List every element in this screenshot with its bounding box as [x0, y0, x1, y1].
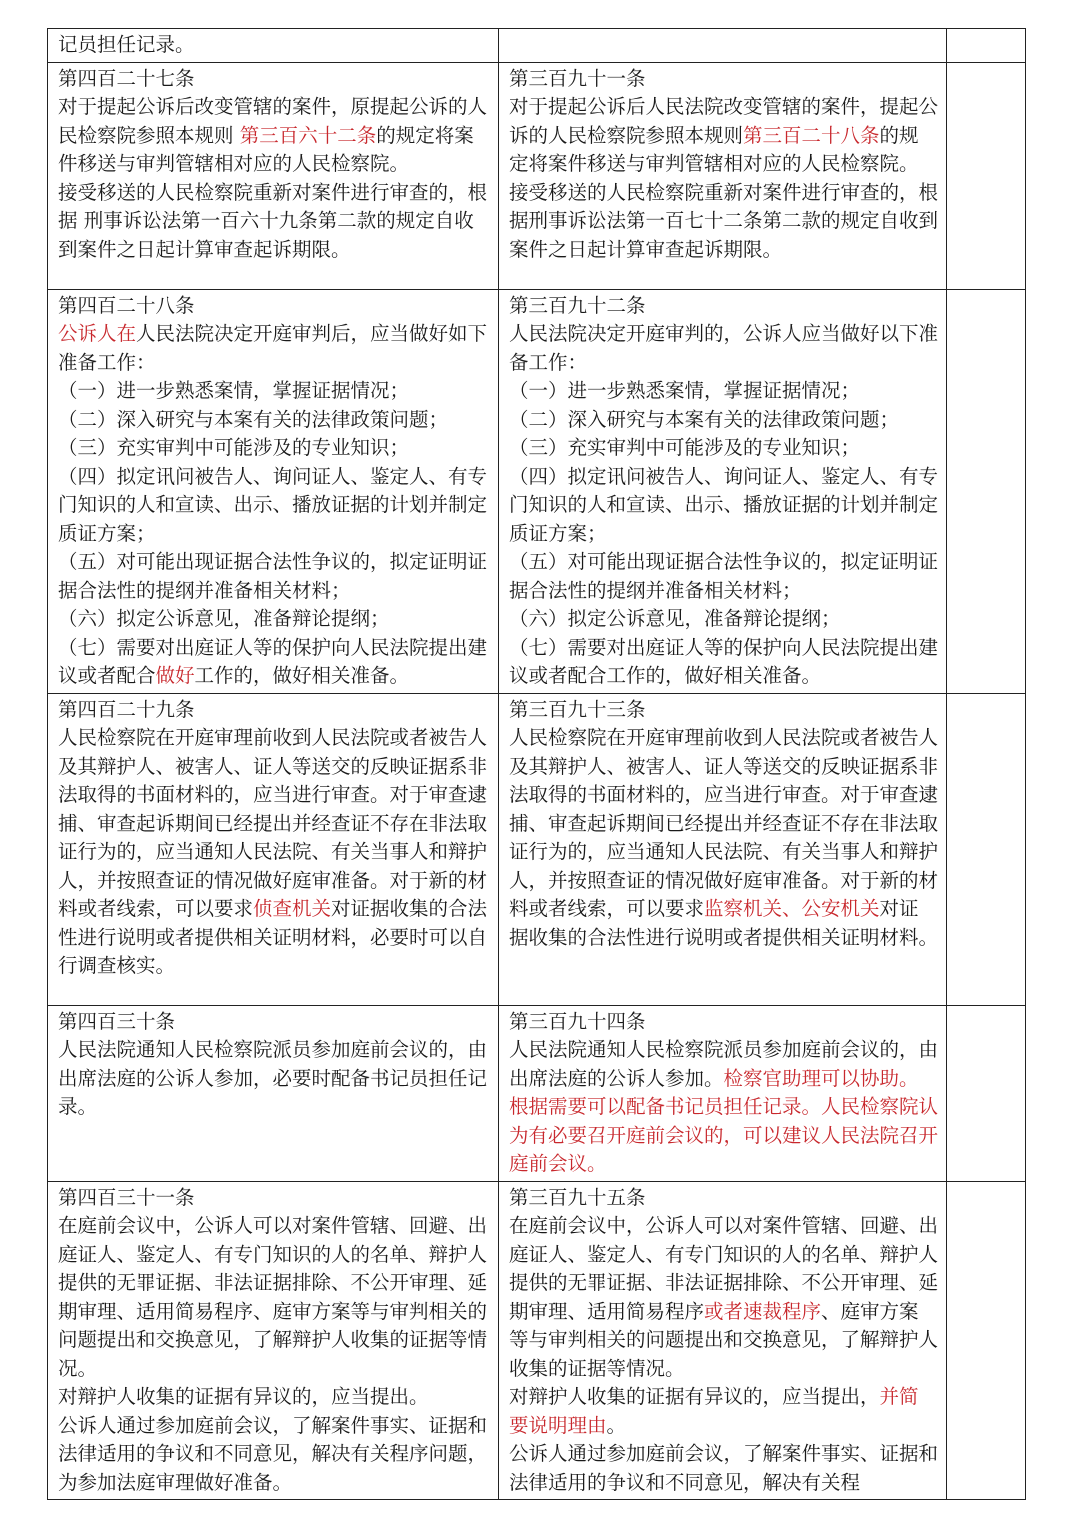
table-row [48, 1005, 1026, 1181]
article-text: 第四百二十八条 [58, 293, 195, 317]
article-paragraph [58, 377, 490, 406]
article-text: 的规定将案件移送与审判管辖相对应的人民检察院。 [58, 123, 474, 175]
article-text: 第四百三十条 [58, 1009, 176, 1033]
table-row [48, 62, 1026, 289]
article-paragraph [58, 463, 490, 549]
article-text: 第四百三十一条 [58, 1185, 195, 1209]
article-text: 人民法院通知人民检察院派员参加庭前会议的，由出席法庭的公诉人参加，必要时配备书记员担任记录。 [58, 1038, 488, 1118]
article-paragraph [509, 463, 938, 549]
article-text: 对于提起公诉后人民法院改变管辖的案件，提起公诉的人民检察院参照本规则 [509, 95, 939, 147]
article-heading [58, 292, 490, 321]
article-paragraph [58, 434, 490, 463]
article-text: （三）充实审判中可能涉及的专业知识； [58, 436, 410, 459]
article-text: 对辩护人收集的证据有异议的，应当提出。 [58, 1385, 429, 1408]
notes-cell [947, 289, 1026, 693]
article-paragraph [58, 605, 490, 634]
article-heading [58, 1008, 490, 1037]
article-text: 对辩护人收集的证据有异议的，应当提出， [509, 1385, 880, 1408]
article-text: 的规定将案件移送与审判管辖相对应的人民检察院。 [509, 123, 919, 175]
article-text: （一）进一步熟悉案情，掌握证据情况； [58, 379, 410, 402]
article-paragraph [509, 434, 938, 463]
article-paragraph [58, 634, 490, 691]
article-text: 人民检察院在开庭审理前收到人民法院或者被告人及其辩护人、被害人、证人等送交的反映证据系非法取得的书面材料的，应当进行审查。对于审查逮捕、审查起诉期间已经提出并经查证不存在非法取证行为的，应当通知人民法院、有关当事人和辩护人，并按照查证的情况做好庭审准备。对于新的材料或者线索，可以要求 [58, 726, 488, 920]
article-text: 、庭审方案等与审判相关的问题提出和交换意见，了解辩护人收集的证据等情况。 [509, 1299, 939, 1380]
article-paragraph [509, 320, 938, 377]
old-rule-cell [48, 62, 499, 289]
new-rule-cell [499, 62, 947, 289]
article-text: 第三百九十二条 [509, 293, 646, 317]
article-paragraph [58, 1212, 490, 1383]
article-text: 接受移送的人民检察院重新对案件进行审查的，根据刑事诉讼法第一百七十二条第二款的规定自收到案件之日起计算审查起诉期限。 [509, 180, 939, 261]
article-paragraph [509, 1440, 938, 1497]
article-text: 接受移送的人民检察院重新对案件进行审查的，根据 刑事诉讼法第一百六十九条第二款的规定自收到案件之日起计算审查起诉期限。 [58, 180, 488, 261]
table-row [48, 289, 1026, 693]
article-heading [58, 696, 490, 725]
article-paragraph [58, 548, 490, 605]
article-text: （六）拟定公诉意见，准备辩论提纲； [58, 607, 390, 630]
highlighted-change-text: 监察机关、公安机关 [704, 897, 880, 920]
new-rule-cell [499, 693, 947, 1005]
notes-cell [947, 29, 1026, 63]
article-text: 。 [606, 1413, 627, 1437]
article-text: （七）需要对出庭证人等的保护向人民法院提出建议或者配合工作的，做好相关准备。 [509, 635, 939, 687]
notes-cell [947, 693, 1026, 1005]
article-text: 第三百九十一条 [509, 66, 646, 90]
article-text: （四）拟定讯问被告人、询问证人、鉴定人、有专门知识的人和宣读、出示、播放证据的计划并制定质证方案； [509, 464, 939, 545]
article-text: （六）拟定公诉意见，准备辩论提纲； [509, 607, 841, 630]
article-paragraph [58, 724, 490, 981]
article-heading [509, 65, 938, 94]
article-text: 在庭前会议中，公诉人可以对案件管辖、回避、出庭证人、鉴定人、有专门知识的人的名单、辩护人提供的无罪证据、非法证据排除、不公开审理、延期审理、适用简易程序 [509, 1214, 939, 1323]
highlighted-change-text: 公诉人在 [58, 322, 137, 345]
old-rule-cell [48, 29, 499, 63]
notes-cell [947, 62, 1026, 289]
new-rule-cell [499, 29, 947, 63]
article-text: 公诉人通过参加庭前会议，了解案件事实、证据和法律适用的争议和不同意见，解决有关程 [509, 1442, 939, 1494]
article-text: 人民法院决定开庭审判的，公诉人应当做好以下准备工作： [509, 322, 939, 374]
article-heading [58, 1184, 490, 1213]
article-text: （五）对可能出现证据合法性争议的，拟定证明证据合法性的提纲并准备相关材料； [509, 550, 939, 602]
table-row [48, 29, 1026, 63]
article-paragraph [509, 377, 938, 406]
article-paragraph [509, 605, 938, 634]
article-heading [509, 1184, 938, 1213]
article-text: 人民法院通知人民检察院派员参加庭前会议的，由出席法庭的公诉人参加。 [509, 1038, 939, 1090]
old-rule-cell [48, 693, 499, 1005]
article-paragraph [58, 1383, 490, 1412]
article-heading [509, 292, 938, 321]
article-paragraph [58, 320, 490, 377]
article-paragraph [509, 548, 938, 605]
article-text: 第三百九十五条 [509, 1185, 646, 1209]
table-row [48, 693, 1026, 1005]
article-paragraph [58, 1412, 490, 1498]
old-rule-cell [48, 1005, 499, 1181]
article-text: 记员担任记录。 [58, 33, 195, 56]
article-heading [509, 1008, 938, 1037]
article-text: 人民检察院在开庭审理前收到人民法院或者被告人及其辩护人、被害人、证人等送交的反映证据系非法取得的书面材料的，应当进行审查。对于审查逮捕、审查起诉期间已经提出并经查证不存在非法取证行为的，应当通知人民法院、有关当事人和辩护人，并按照查证的情况做好庭审准备。对于新的材料或者线索，可以要求 [509, 726, 939, 920]
new-rule-cell [499, 1005, 947, 1181]
article-paragraph [509, 634, 938, 691]
notes-cell [947, 1005, 1026, 1181]
highlighted-change-text: 做好 [155, 664, 195, 687]
article-text: 第三百九十三条 [509, 697, 646, 721]
article-paragraph [509, 1383, 938, 1440]
highlighted-change-text: 并简要说明理由 [509, 1385, 919, 1437]
highlighted-change-text: 侦查机关 [253, 897, 332, 920]
article-text: 第四百二十九条 [58, 697, 195, 721]
new-rule-cell [499, 289, 947, 693]
highlighted-change-text: 第三百二十八条 [743, 123, 880, 147]
article-text: 工作的，做好相关准备。 [194, 664, 410, 687]
article-paragraph [58, 406, 490, 435]
table-body [48, 29, 1026, 1500]
article-text: 在庭前会议中，公诉人可以对案件管辖、回避、出庭证人、鉴定人、有专门知识的人的名单、辩护人提供的无罪证据、非法证据排除、不公开审理、延期审理、适用简易程序、庭审方案等与审判相关的问题提出和交换意见，了解辩护人收集的证据等情况。 [58, 1214, 488, 1380]
article-text: 公诉人通过参加庭前会议，了解案件事实、证据和法律适用的争议和不同意见，解决有关程序问题，为参加法庭审理做好准备。 [58, 1413, 488, 1494]
article-paragraph [58, 1036, 490, 1122]
article-paragraph [509, 724, 938, 952]
article-paragraph [58, 93, 490, 179]
article-paragraph [509, 1212, 938, 1383]
article-text: 人民法院决定开庭审判后，应当做好如下准备工作： [58, 322, 488, 374]
article-heading [509, 696, 938, 725]
article-text: （五）对可能出现证据合法性争议的，拟定证明证据合法性的提纲并准备相关材料； [58, 550, 488, 602]
highlighted-change-text: 检察官助理可以协助。根据需要可以配备书记员担任记录。人民检察院认为有必要召开庭前会议的，可以建议人民法院召开庭前会议。 [509, 1066, 939, 1175]
article-text: （一）进一步熟悉案情，掌握证据情况； [509, 379, 861, 402]
article-paragraph [509, 93, 938, 179]
new-rule-cell [499, 1181, 947, 1500]
article-text: 第三百九十四条 [509, 1009, 646, 1033]
article-text: 对证据收集的合法性进行说明或者提供相关证明材料。 [509, 897, 939, 949]
article-text: 对于提起公诉后改变管辖的案件，原提起公诉的人民检察院参照本规则 [58, 95, 488, 147]
table-row [48, 1181, 1026, 1500]
regulation-comparison-table [47, 28, 1026, 1500]
article-text: （三）充实审判中可能涉及的专业知识； [509, 436, 861, 459]
article-text: （二）深入研究与本案有关的法律政策问题； [509, 407, 900, 431]
highlighted-change-text: 第三百六十二条 [239, 123, 377, 147]
old-rule-cell [48, 1181, 499, 1500]
article-paragraph [509, 179, 938, 265]
highlighted-change-text: 或者速裁程序 [704, 1299, 822, 1323]
old-rule-cell [48, 289, 499, 693]
article-text: 第四百二十七条 [58, 66, 195, 90]
article-text: （二）深入研究与本案有关的法律政策问题； [58, 407, 449, 431]
article-text: （四）拟定讯问被告人、询问证人、鉴定人、有专门知识的人和宣读、出示、播放证据的计划并制定质证方案； [58, 464, 488, 545]
article-text: 对证据收集的合法性进行说明或者提供相关证明材料，必要时可以自行调查核实。 [58, 897, 488, 977]
article-paragraph [58, 179, 490, 265]
article-text: （七）需要对出庭证人等的保护向人民法院提出建议或者配合 [58, 635, 488, 687]
article-paragraph [509, 406, 938, 435]
article-paragraph [509, 1036, 938, 1179]
article-heading [58, 65, 490, 94]
article-heading [58, 31, 490, 60]
notes-cell [947, 1181, 1026, 1500]
